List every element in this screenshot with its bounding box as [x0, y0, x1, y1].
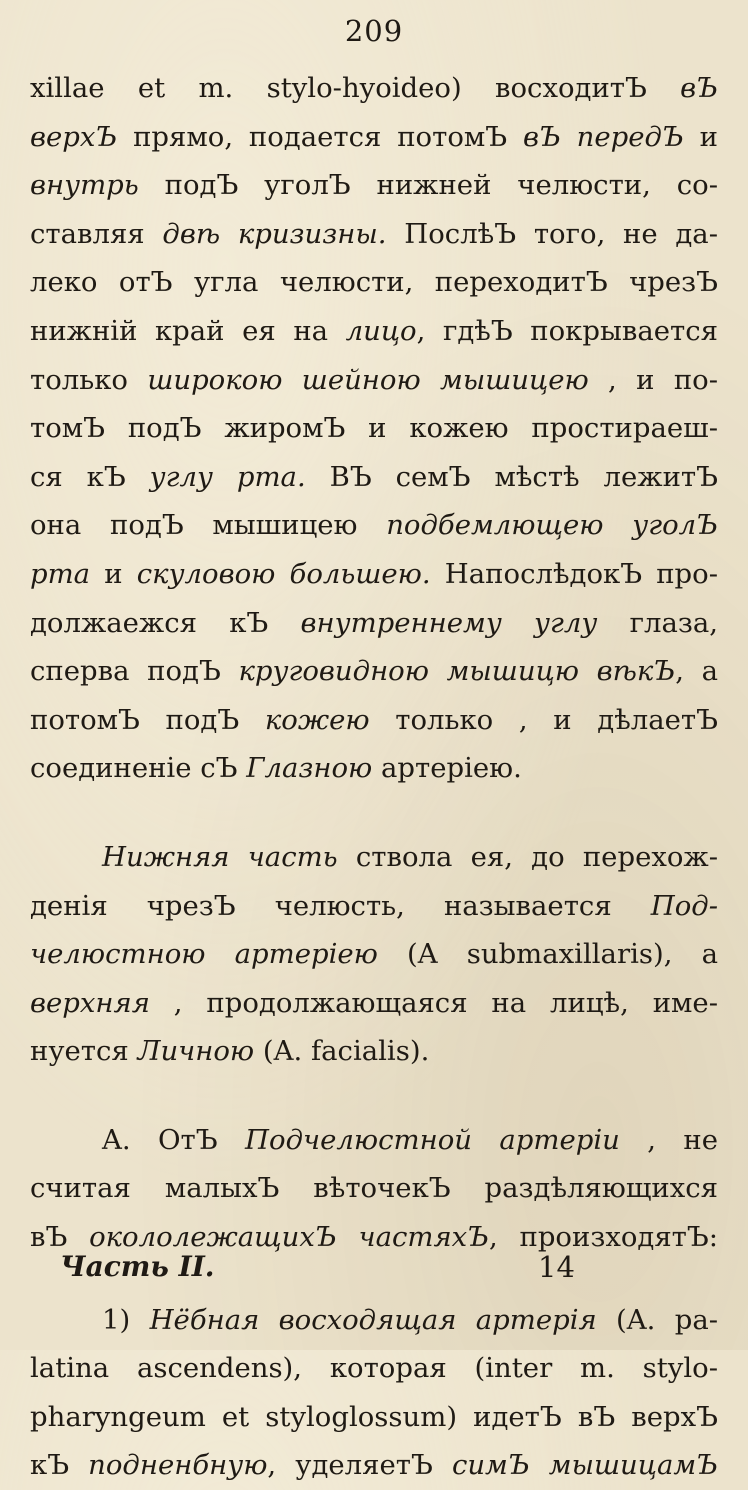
text-line: челюстною артерiею (A submaxillaris), а	[30, 938, 719, 971]
text-line: 1) Нёбная восходящая артерiя (A. pa-	[102, 1303, 719, 1336]
text-line: верхЪ прямо, подается потомЪ вЪ передЪ и	[30, 120, 718, 153]
text-line: Нижняя часть ствола ея, до перехож-	[102, 840, 718, 873]
text-line: должаежся кЪ внутреннему углу глаза,	[30, 606, 718, 639]
text-line: ся кЪ углу рта. ВЪ семЪ мѣстѣ лежитЪ	[30, 460, 718, 493]
text-line: верхняя , продолжающаяся на лицѣ, име-	[30, 986, 718, 1019]
paragraph-gap	[30, 793, 718, 833]
text-line: она подЪ мышицею подбемлющею уголЪ	[30, 509, 718, 542]
text-line: леко отЪ угла челюсти, переходитЪ чрезЪ	[30, 266, 718, 299]
text-line: внутрь подЪ уголЪ нижней челюсти, со-	[30, 169, 718, 202]
text-line: считая малыхЪ вѣточекЪ раздѣляющихся	[30, 1172, 718, 1205]
text-line: pharyngeum et styloglossum) идетЪ вЪ верхЪ	[30, 1400, 718, 1433]
text-line: A. ОтЪ Подчелюстной артерiи , не	[102, 1123, 718, 1156]
text-line: денiя чрезЪ челюсть, называется Под-	[30, 889, 718, 922]
text-line: сперва подЪ круговидною мышицю вѣкЪ, а	[30, 655, 718, 688]
text-line: нуется Личною (A. facialis).	[30, 1035, 430, 1068]
footer-signature-mark: 14	[538, 1250, 575, 1284]
text-line: только широкою шейною мышицею , и по-	[30, 363, 718, 396]
text-line: ставляя двѣ кризизны. ПослѣЪ того, не да-	[30, 217, 718, 250]
text-line: рта и скуловою большею. НапослѣдокЪ про-	[30, 557, 718, 590]
text-line: соединенiе сЪ Глазною артерiею.	[30, 752, 522, 785]
footer-part-label: Часть II.	[60, 1250, 215, 1283]
text-line: потомЪ подЪ кожею только , и дѣлаетЪ	[30, 703, 718, 736]
text-line: вЪ окололежащихЪ частяхЪ, произходятЪ:	[30, 1221, 718, 1254]
text-line: нижнiй край ея на лицо, гдѣЪ покрывается	[30, 314, 718, 347]
text-line: кЪ подненбную, уделяетЪ симЪ мышицамЪ	[30, 1449, 718, 1482]
text-line: latina ascendens), которая (inter m. stylo-	[30, 1352, 718, 1385]
page-number: 209	[344, 14, 404, 48]
text-line: xillae et m. stylo-hyoideo) восходитЪ вЪ	[30, 72, 718, 104]
paragraph-gap	[30, 1076, 718, 1116]
text-line: томЪ подЪ жиромЪ и кожею простираеш-	[30, 412, 718, 445]
